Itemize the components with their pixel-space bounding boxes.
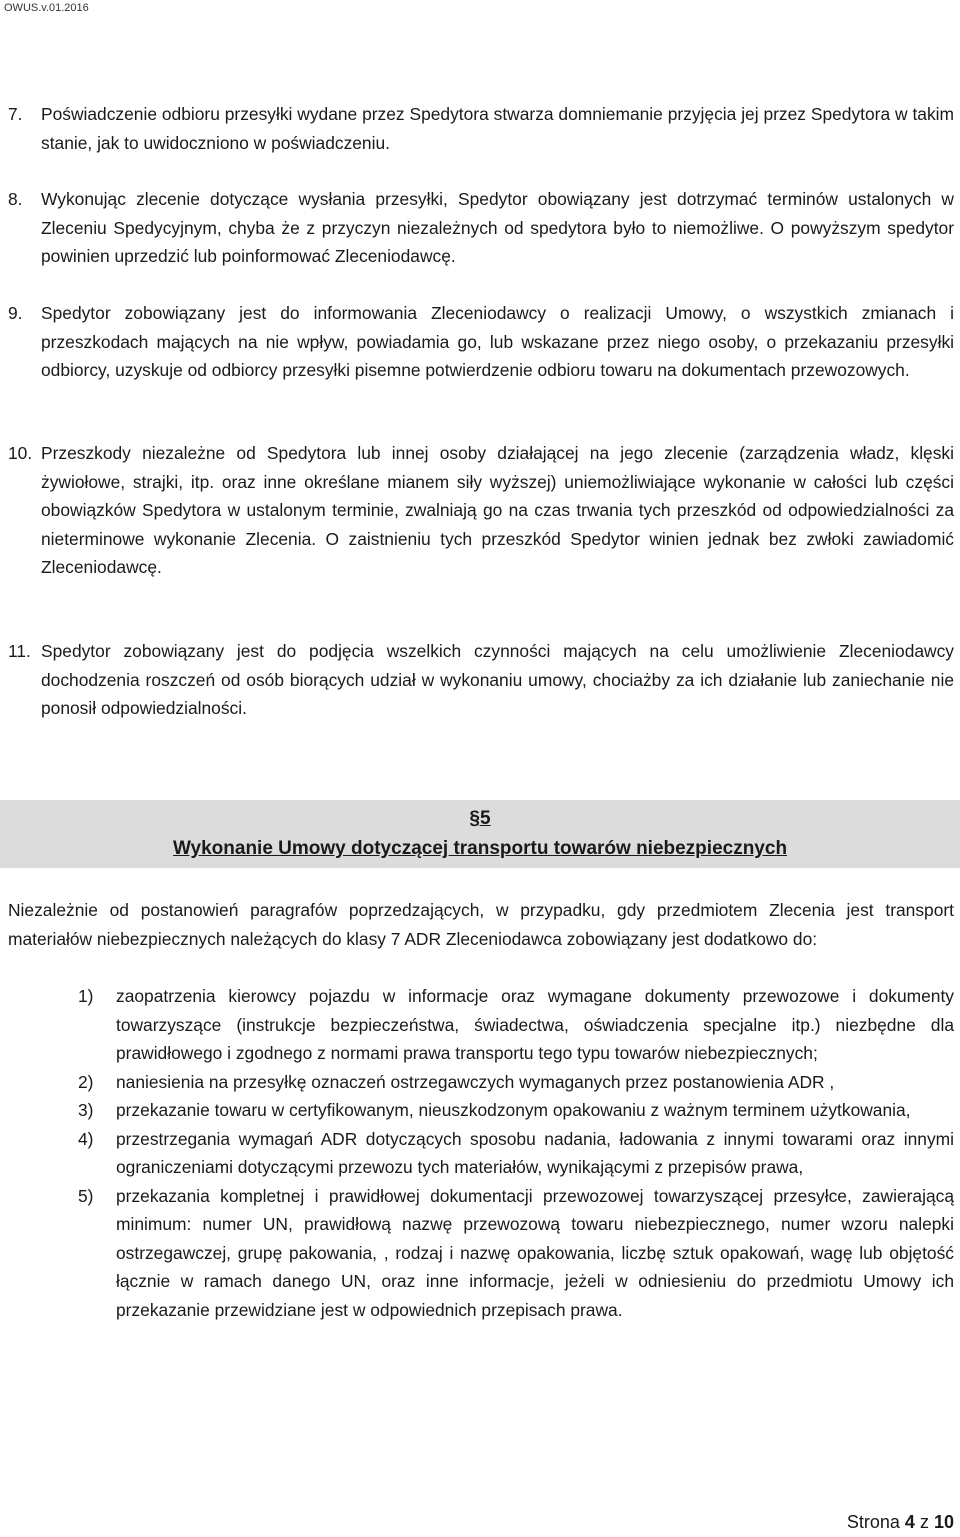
paragraph-text: Spedytor zobowiązany jest do informowania Zleceniodawcy o realizacji Umowy, o wszystkich zmianach i przeszkodach mających na nie wpływ, powiadamia go, lub wskazane przez niego osoby, o przekazaniu przesyłki odbiorcy, uzyskuje od odbiorcy przesyłki pisemne potwierdzenie odbioru towaru na dokumentach przewozowych. bbox=[41, 303, 954, 380]
section-header bbox=[0, 800, 960, 868]
document-id: OWUS.v.01.2016 bbox=[4, 2, 89, 14]
paragraph-number: 8. bbox=[8, 189, 23, 209]
paragraph-text: Przeszkody niezależne od Spedytora lub innej osoby działającej na jego zlecenie (zarządzenia władz, klęski żywiołowe, strajki, itp. oraz inne określane mianem siły wyższej) uniemożliwiające wykonanie w całości lub części obowiązków Spedytora w ustalonym terminie, zwalniają go na czas trwania tych przeszkód od odpowiedzialności za nieterminowe wykonanie Zlecenia. O zaistnieniu tych przeszkód Spedytor winien jednak bez zwłoki zawiadomić Zleceniodawcę. bbox=[41, 443, 954, 577]
page-of-label: z bbox=[919, 1512, 929, 1532]
list-item-text: naniesienia na przesyłkę oznaczeń ostrzegawczych wymaganych przez postanowienia ADR , bbox=[116, 1071, 835, 1092]
list-marker: 4) bbox=[78, 1128, 94, 1149]
list-marker: 2) bbox=[78, 1071, 94, 1092]
obligations-list bbox=[78, 982, 954, 1324]
paragraph-11 bbox=[8, 637, 954, 723]
page-label: Strona bbox=[846, 1512, 900, 1532]
paragraph-10 bbox=[8, 439, 954, 582]
current-page: 4 bbox=[904, 1512, 915, 1532]
paragraph-9 bbox=[8, 299, 954, 385]
paragraph-text: Spedytor zobowiązany jest do podjęcia wszelkich czynności mających na celu umożliwienie Zleceniodawcy dochodzenia roszczeń od osób biorących udział w wykonaniu umowy, chociażby za ich działanie lub zaniechanie nie ponosił odpowiedzialności. bbox=[41, 641, 954, 718]
page-number-footer bbox=[847, 1512, 954, 1533]
paragraph-number: 7. bbox=[8, 104, 23, 124]
section-symbol: §5 bbox=[469, 808, 491, 829]
list-item bbox=[78, 1068, 954, 1097]
total-pages: 10 bbox=[933, 1512, 954, 1532]
paragraph-text: Wykonując zlecenie dotyczące wysłania przesyłki, Spedytor obowiązany jest dotrzymać terminów ustalonych w Zleceniu Spedycyjnym, chyba że z przyczyn niezależnych od spedytora było to niemożliwe. O powyższym spedytor powinien uprzedzić lub poinformować Zleceniodawcę. bbox=[41, 189, 954, 266]
list-marker: 3) bbox=[78, 1100, 94, 1120]
list-item bbox=[78, 1096, 954, 1125]
paragraph-8 bbox=[8, 185, 954, 271]
paragraph-number: 10. bbox=[8, 443, 33, 463]
paragraph-number: 11. bbox=[8, 641, 31, 661]
list-item bbox=[78, 982, 954, 1068]
list-item-text: przestrzegania wymagań ADR dotyczących sposobu nadania, ładowania z innymi towarami oraz innymi ograniczeniami dotyczącymi przewozu tych materiałów, wynikającymi z przepisów prawa, bbox=[116, 1128, 954, 1177]
list-item-text: przekazania kompletnej i prawidłowej dokumentacji przewozowej towarzyszącej przesyłce, zawierającą minimum: numer UN, prawidłową nazwę przewozową towaru niebezpiecznego, numer wzoru nalepki ostrzegawczej, grupę pakowania, , rodzaj i nazwę opakowania, liczbę sztuk opakowań, wagę lub objętość łącznie w ramach danego UN, oraz inne informacje, jeżeli w odniesieniu do przedmiotu Umowy ich przekazanie przewidziane jest w odpowiednich przepisach prawa. bbox=[116, 1185, 954, 1320]
list-item-text: przekazanie towaru w certyfikowanym, nieuszkodzonym opakowaniu z ważnym terminem użytkowania, bbox=[116, 1100, 911, 1120]
list-item-text: zaopatrzenia kierowcy pojazdu w informacje oraz wymagane dokumenty przewozowe i dokumenty towarzyszące (instrukcje bezpieczeństwa, świadectwa, oświadczenia specjalne itp.) niezbędne dla prawidłowego i zgodnego z normami prawa transportu tego typu towarów niebezpiecznych; bbox=[116, 986, 954, 1063]
paragraph-7 bbox=[8, 100, 954, 157]
section-intro: Niezależnie od postanowień paragrafów poprzedzających, w przypadku, gdy przedmiotem Zlecenia jest transport materiałów niebezpiecznych należących do klasy 7 ADR Zleceniodawca zobowiązany jest dodatkowo do: bbox=[8, 900, 954, 949]
list-item bbox=[78, 1182, 954, 1325]
paragraph-number: 9. bbox=[8, 303, 23, 323]
list-marker: 5) bbox=[78, 1185, 94, 1206]
section-title: Wykonanie Umowy dotyczącej transportu towarów niebezpiecznych bbox=[172, 838, 788, 859]
paragraph-text: Poświadczenie odbioru przesyłki wydane przez Spedytora stwarza domniemanie przyjęcia jej przez Spedytora w takim stanie, jak to uwidoczniono w poświadczeniu. bbox=[41, 104, 954, 153]
list-item bbox=[78, 1125, 954, 1182]
list-marker: 1) bbox=[78, 986, 94, 1006]
